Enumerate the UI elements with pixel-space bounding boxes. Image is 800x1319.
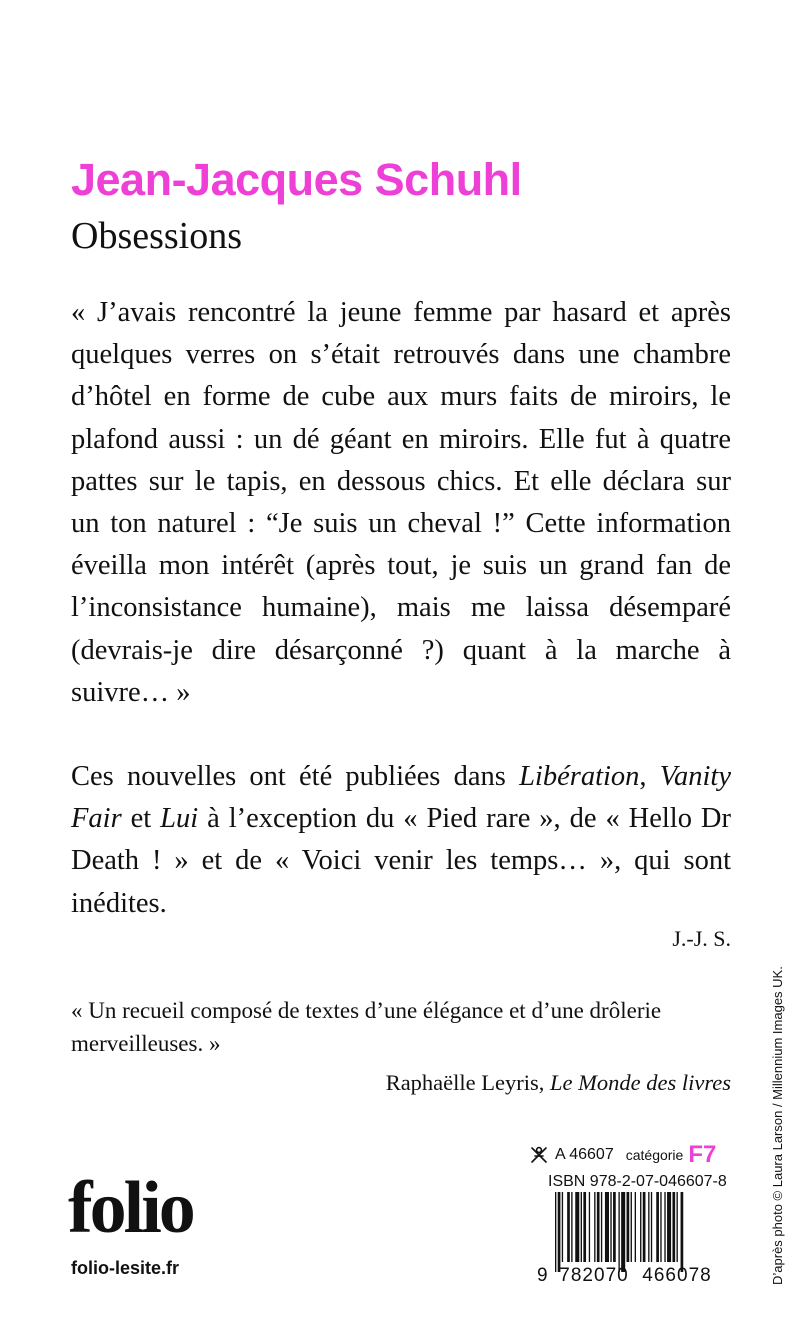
barcode-bar [656, 1192, 659, 1262]
barcode-bar [597, 1192, 600, 1262]
excerpt-line: éveilla mon intérêt (après tout, je suis un grand fan de [71, 550, 731, 582]
excerpt-line: « J’avais rencontré la jeune femme par hasard et après [71, 297, 731, 328]
note-magazine-title: Libération [519, 761, 640, 792]
book-title: Obsessions [71, 215, 243, 257]
barcode-bar [589, 1192, 590, 1262]
barcode-bar [651, 1192, 652, 1262]
catalog-line [529, 1140, 716, 1170]
excerpt-line: quelques verres on s’était retrouvés dans une chambre [71, 339, 731, 371]
barcode-bar [610, 1192, 611, 1262]
barcode-bar [555, 1192, 556, 1272]
barcode-bar [558, 1192, 561, 1272]
note-text: , [639, 761, 660, 792]
note-line [71, 756, 731, 798]
category-label: catégorie [625, 1147, 684, 1163]
excerpt-line: pattes sur le tapis, en dessous chics. Et elle déclara sur [71, 465, 731, 497]
excerpt-line: l’inconsistance humaine), mais me laissa désemparé [71, 592, 731, 624]
category-code: F7 [688, 1141, 717, 1168]
barcode-bar [681, 1192, 684, 1272]
note-line: Death ! » et de « Voici venir les temps… », qui sont [71, 845, 731, 877]
barcode-bar [601, 1192, 602, 1262]
excerpt-line: d’hôtel en forme de cube aux murs faits de miroirs, le [71, 381, 731, 413]
barcode-bar [640, 1192, 641, 1262]
barcode-bars [555, 1192, 683, 1272]
barcode-bar [664, 1192, 665, 1262]
barcode-bar [583, 1192, 586, 1262]
barcode-bar [562, 1192, 563, 1262]
barcode-bar [571, 1192, 572, 1262]
excerpt-line: suivre… » [71, 676, 191, 708]
barcode-bar [660, 1192, 661, 1262]
publication-note [71, 756, 731, 925]
isbn-number: ISBN 978-2-07-046607-8 [548, 1173, 727, 1190]
barcode-bar [605, 1192, 609, 1262]
barcode-bar [575, 1192, 579, 1262]
barcode-bar [635, 1192, 636, 1262]
author-signature: J.-J. S. [672, 926, 731, 951]
stock-number: A 46607 [555, 1146, 614, 1163]
barcode-bar [567, 1192, 570, 1262]
review-attribution [386, 1068, 731, 1098]
note-magazine-title: Lui [160, 803, 199, 835]
barcode-bar [627, 1192, 630, 1262]
note-text: à l’exception du « Pied rare », de « Hello Dr [198, 803, 731, 835]
publisher-website: folio-lesite.fr [71, 1258, 180, 1278]
barcode-bar [677, 1192, 678, 1262]
excerpt-line: plafond aussi : un dé géant en miroirs. Elle fut à quatre [71, 423, 731, 455]
publisher-emblem-icon [529, 1145, 549, 1165]
review-publication: Le Monde des livres [550, 1070, 731, 1095]
barcode-bar [621, 1192, 625, 1272]
note-text: et [121, 803, 161, 835]
author-name: Jean-Jacques Schuhl [71, 154, 522, 205]
review-quote: « Un recueil composé de textes d’une élégance et d’une drôlerie merveilleuses. » [71, 998, 662, 1056]
excerpt-line: (devrais-je dire désarçonné ?) quant à la marche à [71, 634, 731, 666]
barcode-bar [618, 1192, 619, 1272]
barcode-bar [643, 1192, 646, 1262]
barcode-bar [594, 1192, 595, 1262]
photo-credit: D’après photo © Laura Larson / Millennium Images UK. [770, 966, 785, 1285]
note-magazine-title: Vanity [659, 761, 731, 792]
note-magazine-title: Fair [71, 803, 122, 835]
excerpt-paragraph [71, 292, 731, 714]
barcode [537, 1192, 729, 1284]
barcode-bar [672, 1192, 675, 1262]
barcode-group-1: 782070 [559, 1265, 629, 1284]
barcode-bar [581, 1192, 582, 1262]
note-line: inédites. [71, 887, 167, 919]
barcode-bar [667, 1192, 671, 1262]
barcode-bar [648, 1192, 649, 1262]
note-text: Ces nouvelles ont été publiées dans [71, 761, 520, 792]
excerpt-line: un ton naturel : “Je suis un cheval !” Cette information [71, 508, 731, 540]
critic-name: Raphaëlle Leyris, [385, 1070, 550, 1095]
barcode-bar [631, 1192, 632, 1262]
barcode-first-digit: 9 [537, 1265, 548, 1284]
folio-logo: folio [68, 1167, 193, 1249]
barcode-group-2: 466078 [642, 1265, 712, 1284]
barcode-bar [613, 1192, 616, 1262]
note-line [71, 798, 731, 840]
